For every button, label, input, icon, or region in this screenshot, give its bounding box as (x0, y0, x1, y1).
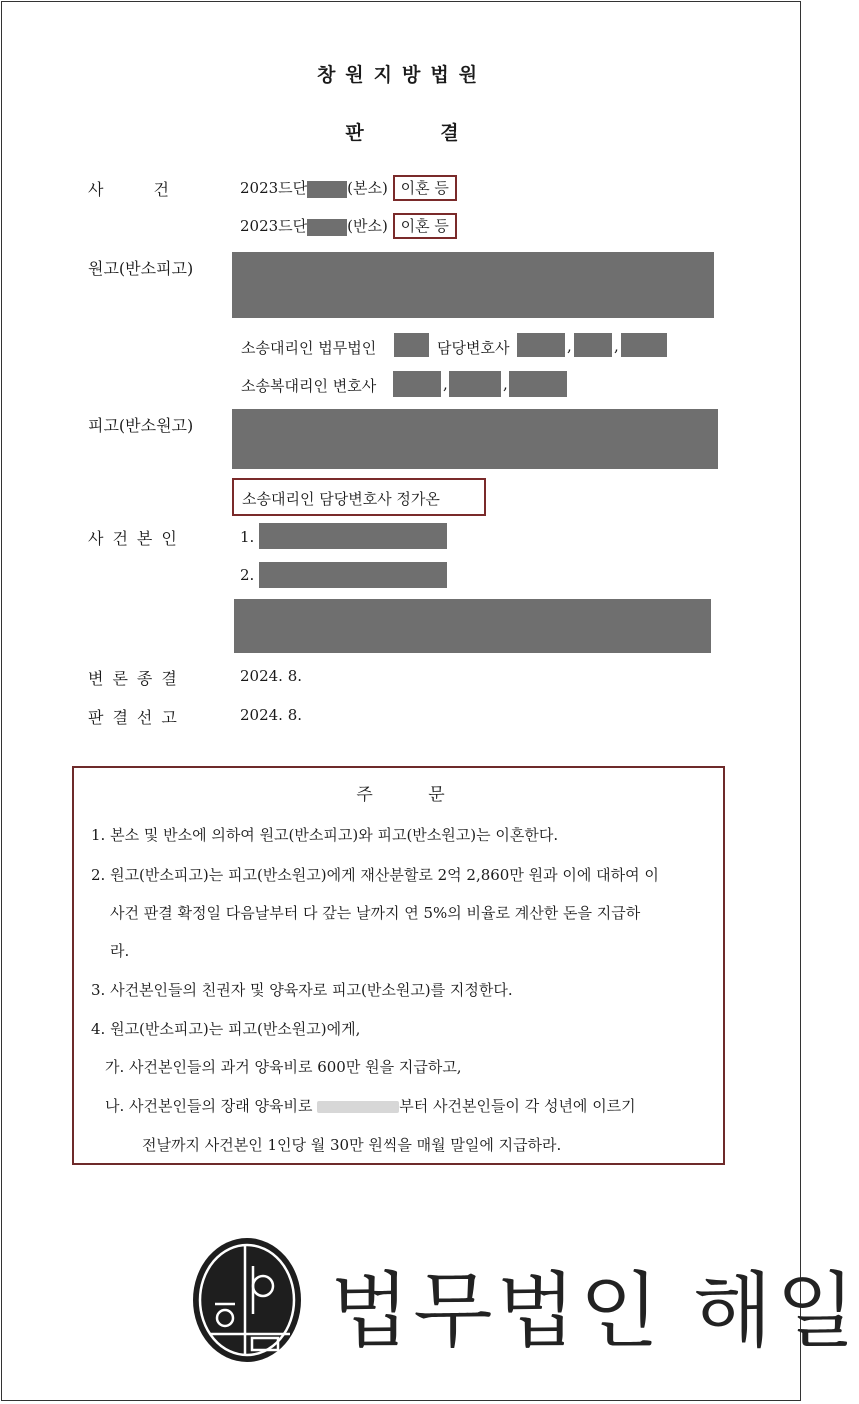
redacted-attorney-3 (621, 333, 667, 357)
redacted-attorney-2 (574, 333, 612, 357)
comma: , (614, 337, 619, 355)
redacted-persons-address (234, 599, 711, 653)
redacted-case-number (307, 219, 347, 236)
firm-logo (190, 1236, 304, 1368)
comma: , (567, 337, 572, 355)
firm-name: 법무법인 해일 (330, 1264, 859, 1359)
person-number-1: 1. (240, 528, 255, 546)
case-line-1 (240, 177, 457, 198)
redacted-person-1 (259, 523, 447, 549)
order-item-4b-pre: 나. 사건본인들의 장래 양육비로 (105, 1097, 313, 1115)
redacted-sub-attorney-2 (449, 371, 501, 397)
persons-label: 사건본인 (88, 529, 186, 548)
redacted-defendant-info (232, 409, 718, 469)
redacted-plaintiff-info (232, 252, 714, 318)
comma: , (503, 375, 508, 393)
case-kind-highlight: 이혼 등 (393, 175, 457, 201)
attorney-label: 담당변호사 (437, 339, 510, 357)
case-number-prefix: 2023드단 (240, 217, 308, 235)
order-item-2c: 라. (110, 942, 130, 960)
redacted-attorney-1 (517, 333, 565, 357)
pronounce-label: 판결선고 (88, 708, 186, 727)
order-item-1: 1. 본소 및 반소에 의하여 원고(반소피고)와 피고(반소원고)는 이혼한다. (91, 826, 559, 844)
redacted-sub-attorney-3 (509, 371, 567, 397)
case-type-counter: (반소) (347, 217, 388, 235)
firm-logo-icon (190, 1236, 304, 1364)
order-item-2b: 사건 판결 확정일 다음날부터 다 갚는 날까지 연 5%의 비율로 계산한 돈을 지급하 (110, 904, 641, 922)
redacted-case-number (307, 181, 347, 198)
order-item-4b (105, 1095, 636, 1116)
order-item-3: 3. 사건본인들의 친권자 및 양육자로 피고(반소원고)를 지정한다. (91, 981, 513, 999)
redacted-person-2 (259, 562, 447, 588)
redacted-sub-attorney-1 (393, 371, 441, 397)
court-name: 창원지방법원 (316, 64, 488, 86)
closing-date: 2024. 8. (240, 667, 303, 685)
defendant-label: 피고(반소원고) (88, 416, 194, 435)
pronounce-date: 2024. 8. (240, 706, 303, 724)
agent-firm-label: 소송대리인 법무법인 (241, 339, 377, 357)
defendant-agent-box: 소송대리인 담당변호사 정가온 (232, 478, 486, 516)
document-title: 판 결 (345, 122, 459, 144)
order-item-4c: 전날까지 사건본인 1인당 월 30만 원씩을 매월 말일에 지급하라. (142, 1136, 562, 1154)
case-kind-highlight: 이혼 등 (393, 213, 457, 239)
order-item-4: 4. 원고(반소피고)는 피고(반소원고)에게, (91, 1020, 361, 1038)
closing-label: 변론종결 (88, 669, 186, 688)
order-item-4b-post: 부터 사건본인들이 각 성년에 이르기 (399, 1097, 636, 1115)
person-number-2: 2. (240, 566, 255, 584)
blurred-date (317, 1101, 399, 1113)
plaintiff-agent-line (241, 337, 376, 358)
order-item-2a: 2. 원고(반소피고)는 피고(반소원고)에게 재산분할로 2억 2,860만 원과 이에 대하여 이 (91, 866, 659, 884)
comma: , (443, 375, 448, 393)
order-item-4a: 가. 사건본인들의 과거 양육비로 600만 원을 지급하고, (105, 1058, 462, 1076)
case-number-prefix: 2023드단 (240, 179, 308, 197)
page-border (1, 1, 801, 1401)
sub-agent-label: 소송복대리인 변호사 (241, 377, 377, 395)
order-title: 주 문 (356, 785, 445, 805)
case-label: 사건 (88, 180, 219, 199)
order-section (72, 766, 725, 1165)
case-line-2 (240, 215, 457, 236)
plaintiff-label: 원고(반소피고) (88, 259, 194, 278)
redacted-firm-name (394, 333, 429, 357)
case-type-main: (본소) (347, 179, 388, 197)
